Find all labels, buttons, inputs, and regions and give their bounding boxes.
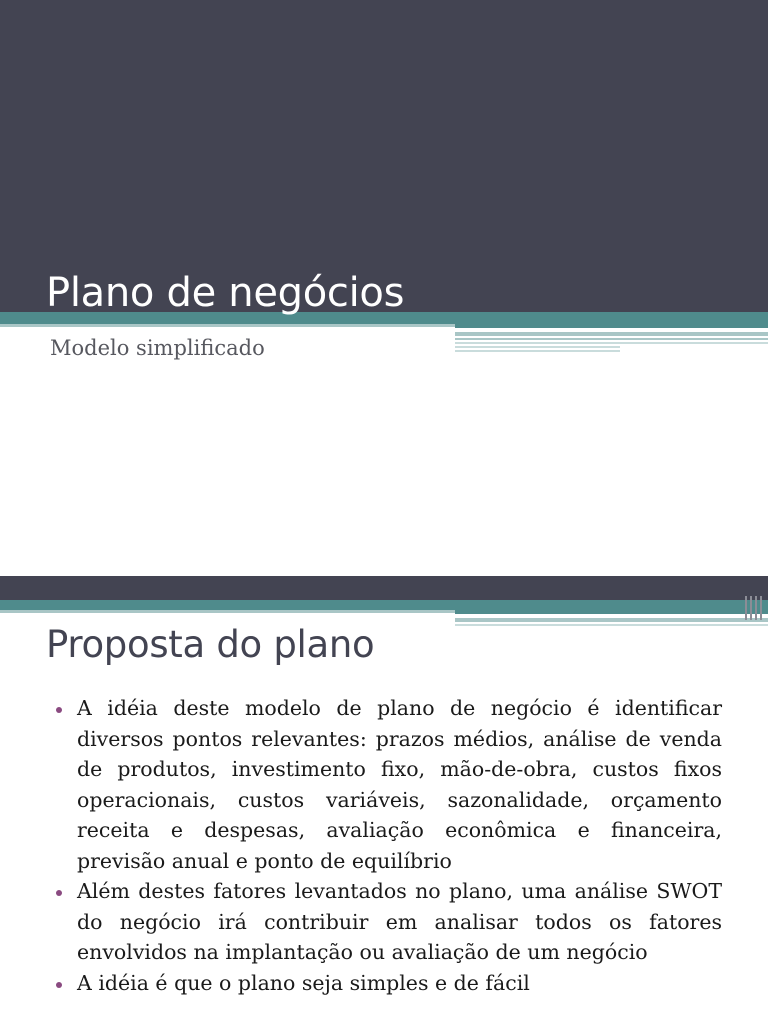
bullet-text: Além destes fatores levantados no plano, uma análise SWOT do negócio irá contribuir em analisar todos os fatores envolvidos na implantação ou avaliação de um negócio (77, 879, 722, 964)
bullet-item (54, 876, 722, 968)
bullet-item (54, 968, 722, 999)
content-slide (0, 576, 768, 1024)
slide-title: Plano de negócios (46, 270, 405, 316)
slide-title: Proposta do plano (46, 623, 375, 666)
header-band (0, 0, 768, 314)
slide-subtitle: Modelo simplificado (50, 336, 265, 360)
bullet-text: A idéia é que o plano seja simples e de fácil (77, 970, 530, 995)
bullet-dot-icon (56, 890, 62, 896)
bullet-dot-icon (56, 707, 62, 713)
bullet-text: A idéia deste modelo de plano de negócio é identificar diversos pontos relevantes: prazos médios, análise de venda de produtos, investimento fixo, mão-de-obra, custos fixos operacionais, custos variáveis, sazonalidade, orçamento receita e despesas, avaliação econômica e financeira, previsão anual e ponto de equilíbrio (77, 696, 722, 873)
bullet-item (54, 693, 722, 876)
bullet-list (54, 693, 722, 998)
bullet-dot-icon (56, 982, 62, 988)
